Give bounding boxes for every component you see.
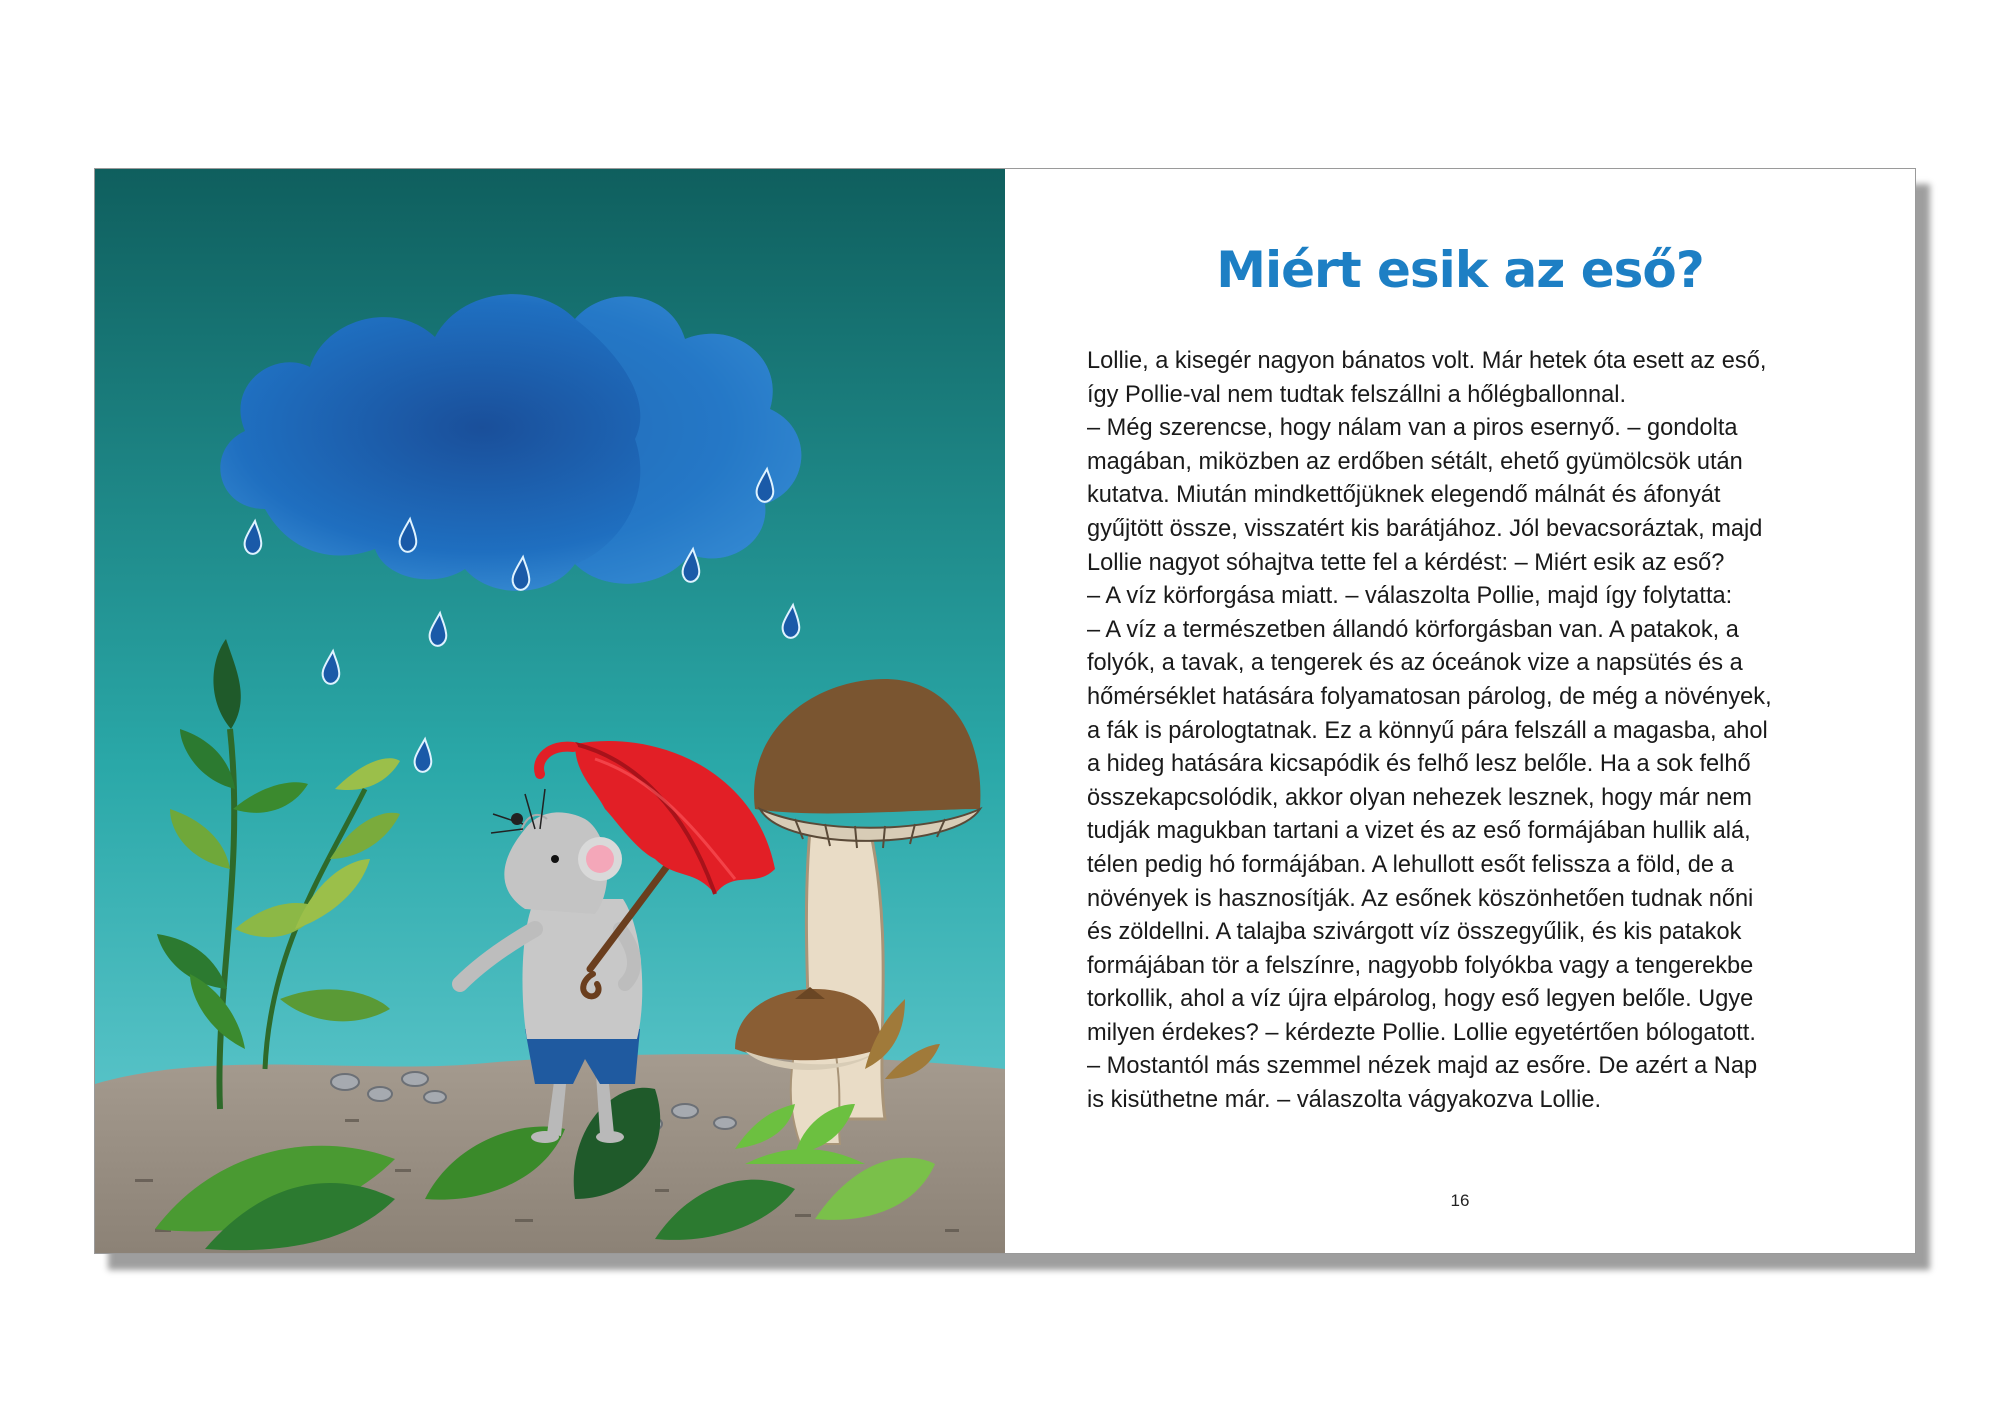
text-line: és zöldellni. A talajba szivárgott víz összegyűlik, és kis patakok [1087, 919, 1742, 946]
text-line: télen pedig hó formájában. A lehullott esőt felissza a föld, de a [1087, 851, 1734, 878]
text-line: Lollie nagyot sóhajtva tette fel a kérdést: – Miért esik az eső? [1087, 549, 1725, 576]
book-spread [94, 168, 1916, 1254]
text-line: így Pollie-val nem tudtak felszállni a hőlégballonnal. [1087, 381, 1627, 408]
text-line: gyűjtött össze, visszatért kis barátjához. Jól bevacsoráztak, majd [1087, 515, 1763, 542]
text-line: milyen érdekes? – kérdezte Pollie. Lollie egyetértően bólogatott. [1087, 1019, 1756, 1046]
text-line: is kisüthetne már. – válaszolta vágyakozva Lollie. [1087, 1087, 1602, 1114]
text-line: kutatva. Miután mindkettőjüknek elegendő málnát és áfonyát [1087, 482, 1721, 509]
text-line: formájában tör a felszínre, nagyobb folyókba vagy a tengerekbe [1087, 952, 1754, 979]
page-number: 16 [1450, 1191, 1470, 1210]
page-title: Miért esik az eső? [1216, 241, 1704, 299]
text-line: folyók, a tavak, a tengerek és az óceánok vize a napsütés és a [1087, 650, 1743, 677]
text-line: torkollik, ahol a víz újra elpárolog, hogy eső legyen belőle. Ugye [1087, 986, 1754, 1013]
text-line: – Mostantól más szemmel nézek majd az esőre. De azért a Nap [1087, 1053, 1758, 1080]
illustration-page [95, 169, 1005, 1253]
text-line: a fák is párologtatnak. Ez a könnyű pára felszáll a magasba, ahol [1087, 717, 1768, 744]
text-line: növények is hasznosítják. Az esőnek köszönhetően tudnak nőni [1087, 885, 1754, 912]
text-line: összekapcsolódik, akkor olyan nehezek lesznek, hogy már nem [1087, 784, 1752, 811]
text-line: – A víz körforgása miatt. – válaszolta Pollie, majd így folytatta: [1087, 583, 1733, 610]
text-line: a hideg hatására kicsapódik és felhő lesz belőle. Ha a sok felhő [1087, 751, 1751, 778]
text-line: – A víz a természetben állandó körforgásban van. A patakok, a [1087, 616, 1739, 643]
text-line: tudják magukban tartani a vizet és az eső formájában hullik alá, [1087, 818, 1751, 845]
text-line: magában, miközben az erdőben sétált, ehető gyümölcsök után [1087, 448, 1743, 475]
story-text [1087, 345, 1857, 1118]
text-line: Lollie, a kisegér nagyon bánatos volt. Már hetek óta esett az eső, [1087, 348, 1767, 374]
text-line: hőmérséklet hatására folyamatosan párolog, de még a növények, [1087, 683, 1772, 710]
text-page [1005, 169, 1915, 1253]
story-illustration [95, 169, 1005, 1253]
text-line: – Még szerencse, hogy nálam van a piros esernyő. – gondolta [1087, 415, 1738, 442]
